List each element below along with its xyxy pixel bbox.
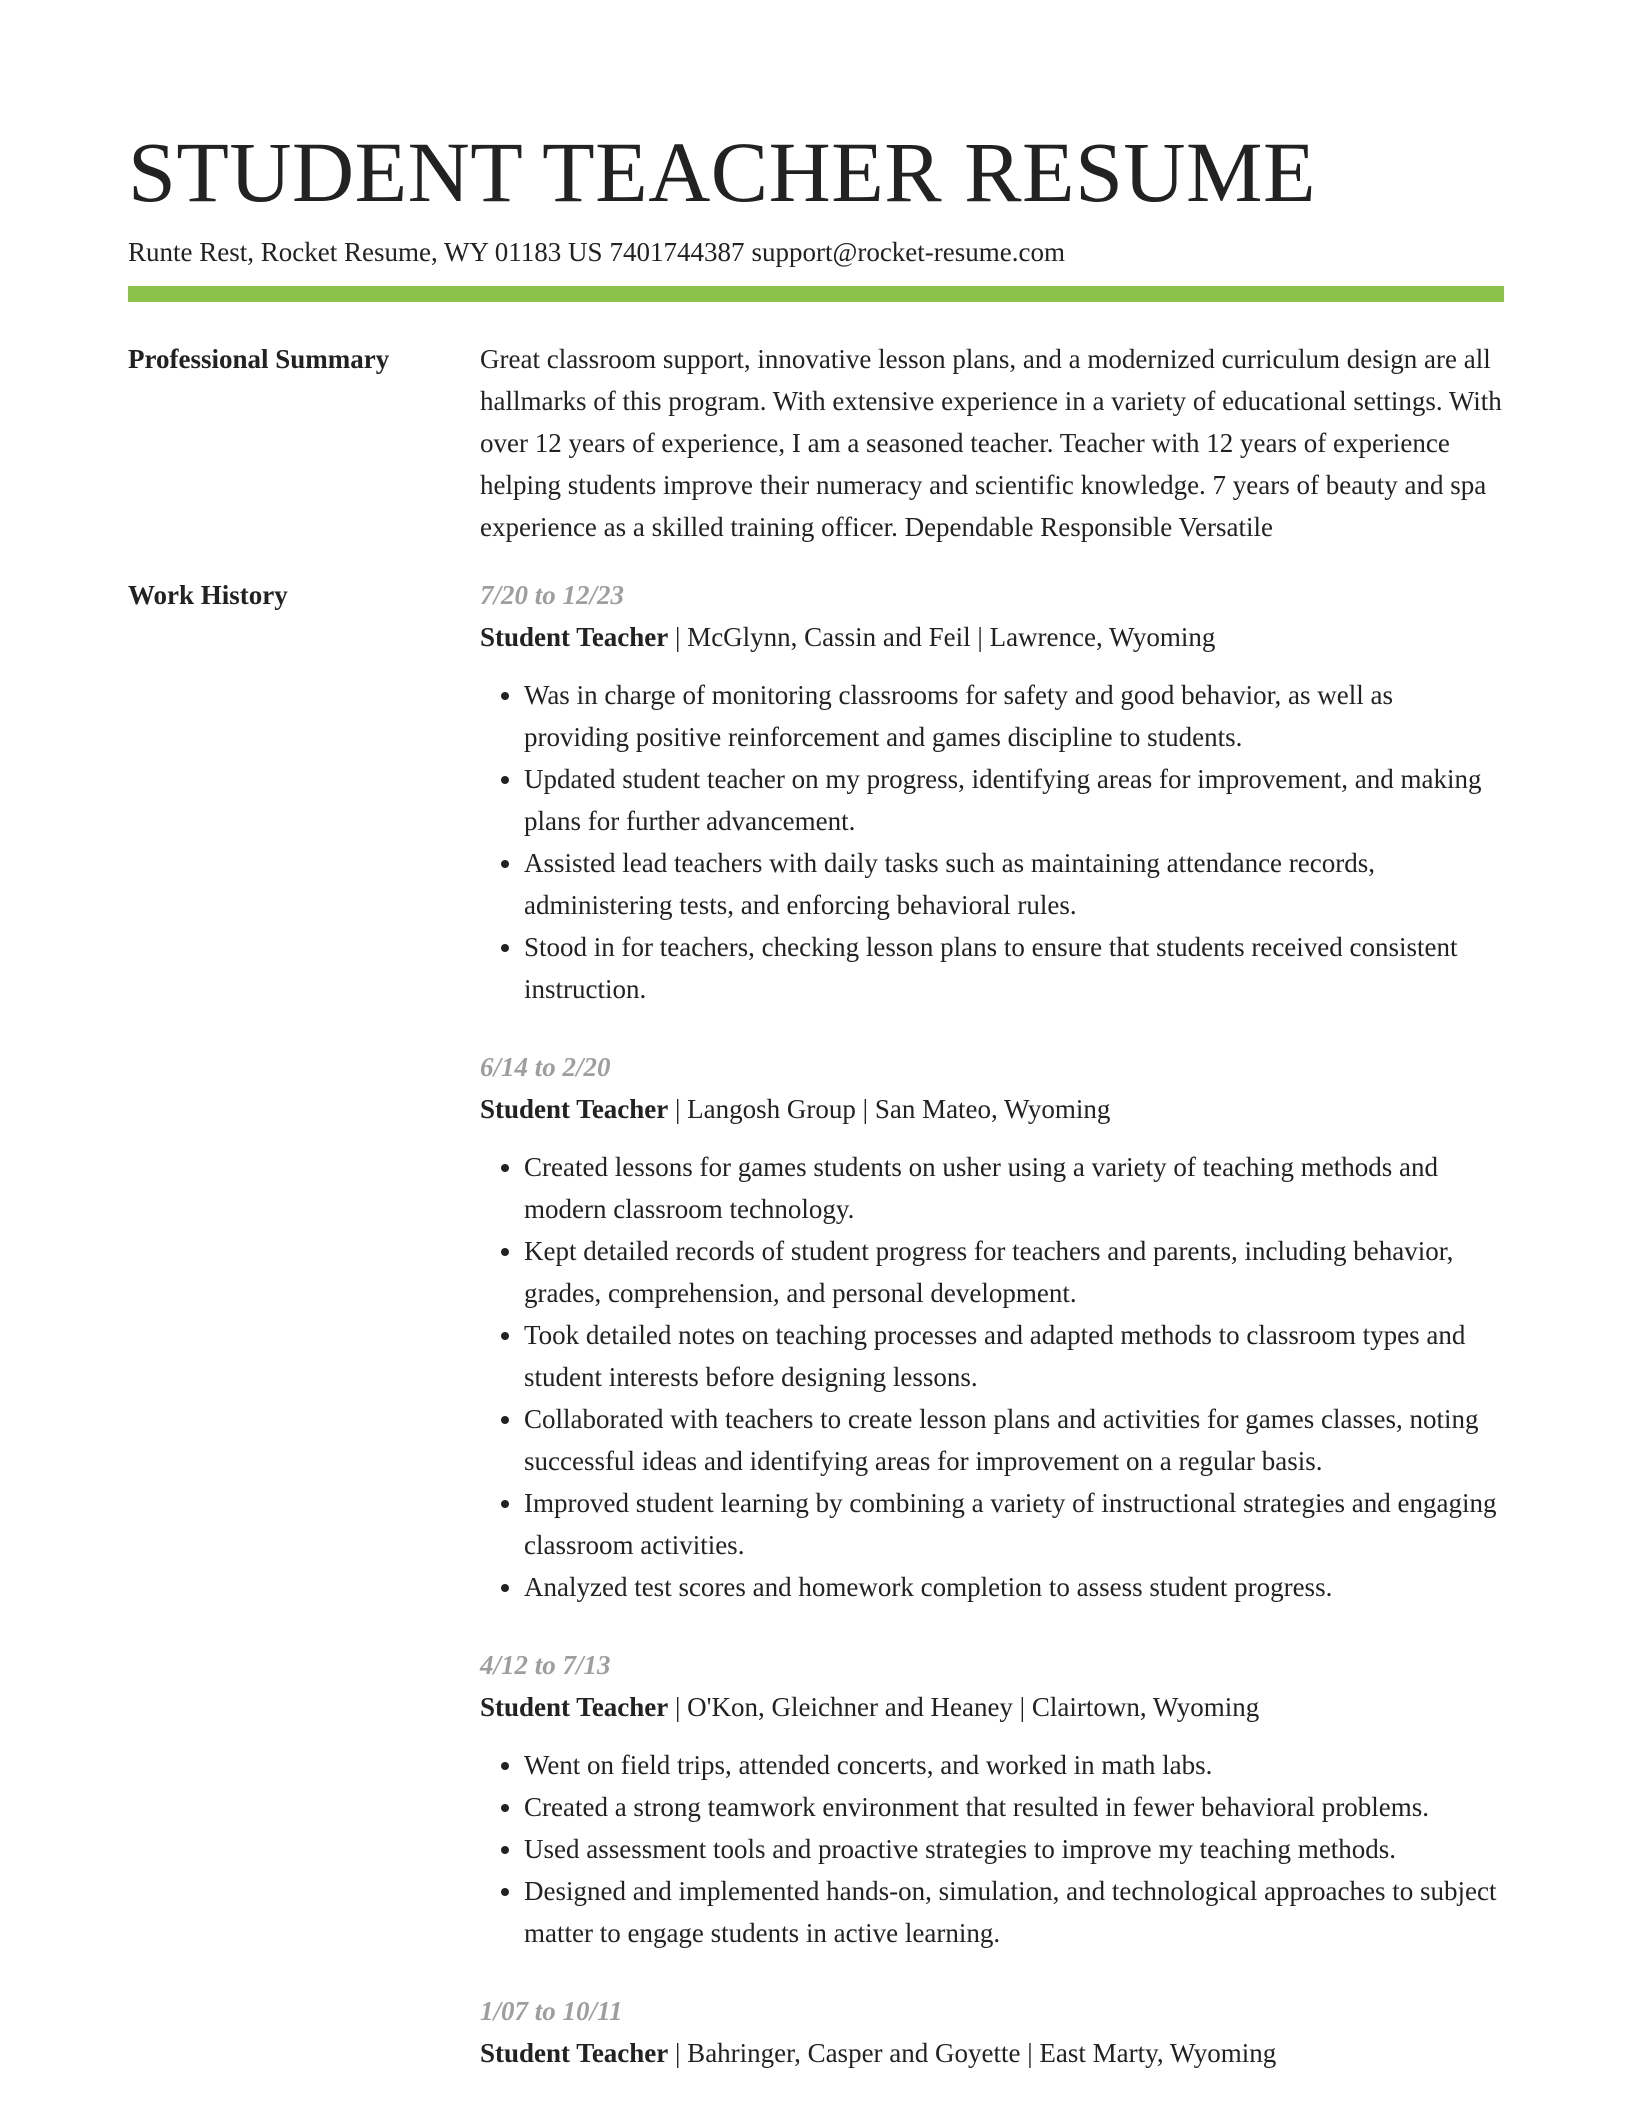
job-bullet: • Went on field trips, attended concerts, and worked in math labs. (524, 1744, 1504, 1786)
job-bullet: • Was in charge of monitoring classrooms for safety and good behavior, as well as providing positive reinforcement and games discipline to students. (524, 674, 1504, 758)
contact-address: Runte Rest, Rocket Resume, WY 01183 US (128, 237, 603, 267)
job-bullet: • Collaborated with teachers to create lesson plans and activities for games classes, noting successful ideas and identifying areas for improvement on a regular basis. (524, 1398, 1504, 1482)
job-bullet: • Assisted lead teachers with daily tasks such as maintaining attendance records, administering tests, and enforcing behavioral rules. (524, 842, 1504, 926)
job-bullet: • Improved student learning by combining a variety of instructional strategies and engaging classroom activities. (524, 1482, 1504, 1566)
job-entry (480, 1990, 1504, 2074)
job-title: Student Teacher (480, 1692, 669, 1722)
work-history-section (128, 574, 1504, 2110)
contact-phone: 7401744387 (609, 237, 745, 267)
job-title-line (480, 2032, 1504, 2074)
job-title-line (480, 1088, 1504, 1130)
job-entry (480, 574, 1504, 1010)
resume-page (128, 0, 1504, 2110)
job-title-line (480, 1686, 1504, 1728)
job-bullet: • Analyzed test scores and homework completion to assess student progress. (524, 1566, 1504, 1608)
job-title: Student Teacher (480, 622, 669, 652)
work-history-heading: Work History (128, 580, 288, 610)
job-dates: 4/12 to 7/13 (480, 1650, 611, 1680)
job-title-line (480, 616, 1504, 658)
job-employer-location: | Langosh Group | San Mateo, Wyoming (668, 1094, 1111, 1124)
job-dates: 6/14 to 2/20 (480, 1052, 611, 1082)
job-bullets (480, 674, 1504, 1010)
job-bullet: • Took detailed notes on teaching processes and adapted methods to classroom types and student interests before designing lessons. (524, 1314, 1504, 1398)
job-entry (480, 1046, 1504, 1608)
job-bullet: • Designed and implemented hands-on, simulation, and technological approaches to subject matter to engage students in active learning. (524, 1870, 1504, 1954)
contact-line (128, 234, 1504, 270)
job-dates: 1/07 to 10/11 (480, 1996, 623, 2026)
job-title: Student Teacher (480, 2038, 669, 2068)
job-title: Student Teacher (480, 1094, 669, 1124)
job-bullet: • Used assessment tools and proactive strategies to improve my teaching methods. (524, 1828, 1504, 1870)
summary-heading: Professional Summary (128, 344, 390, 374)
job-bullet: • Kept detailed records of student progress for teachers and parents, including behavior, grades, comprehension, and personal development. (524, 1230, 1504, 1314)
job-bullet: • Updated student teacher on my progress, identifying areas for improvement, and making plans for further advancement. (524, 758, 1504, 842)
job-list (480, 574, 1504, 2110)
job-employer-location: | Bahringer, Casper and Goyette | East Marty, Wyoming (668, 2038, 1277, 2068)
job-bullet: • Created a strong teamwork environment that resulted in fewer behavioral problems. (524, 1786, 1504, 1828)
summary-text: Great classroom support, innovative lesson plans, and a modernized curriculum design are all hallmarks of this program. With extensive experience in a variety of educational settings. With over 12 years of experience, I am a seasoned teacher. Teacher with 12 years of experience helping students improve their numeracy and scientific knowledge. 7 years of beauty and spa experience as a skilled training officer. Dependable Responsible Versatile (480, 344, 1502, 542)
job-bullets (480, 1744, 1504, 1954)
job-bullets (480, 1146, 1504, 1608)
contact-email: support@rocket-resume.com (751, 237, 1065, 267)
accent-divider (128, 286, 1504, 302)
job-bullet: • Created lessons for games students on usher using a variety of teaching methods and modern classroom technology. (524, 1146, 1504, 1230)
job-employer-location: | McGlynn, Cassin and Feil | Lawrence, Wyoming (668, 622, 1216, 652)
job-dates: 7/20 to 12/23 (480, 580, 625, 610)
job-bullet: • Stood in for teachers, checking lesson plans to ensure that students received consistent instruction. (524, 926, 1504, 1010)
summary-section (128, 338, 1504, 548)
job-employer-location: | O'Kon, Gleichner and Heaney | Clairtown, Wyoming (668, 1692, 1260, 1722)
resume-title: STUDENT TEACHER RESUME (128, 124, 1316, 220)
job-entry (480, 1644, 1504, 1954)
